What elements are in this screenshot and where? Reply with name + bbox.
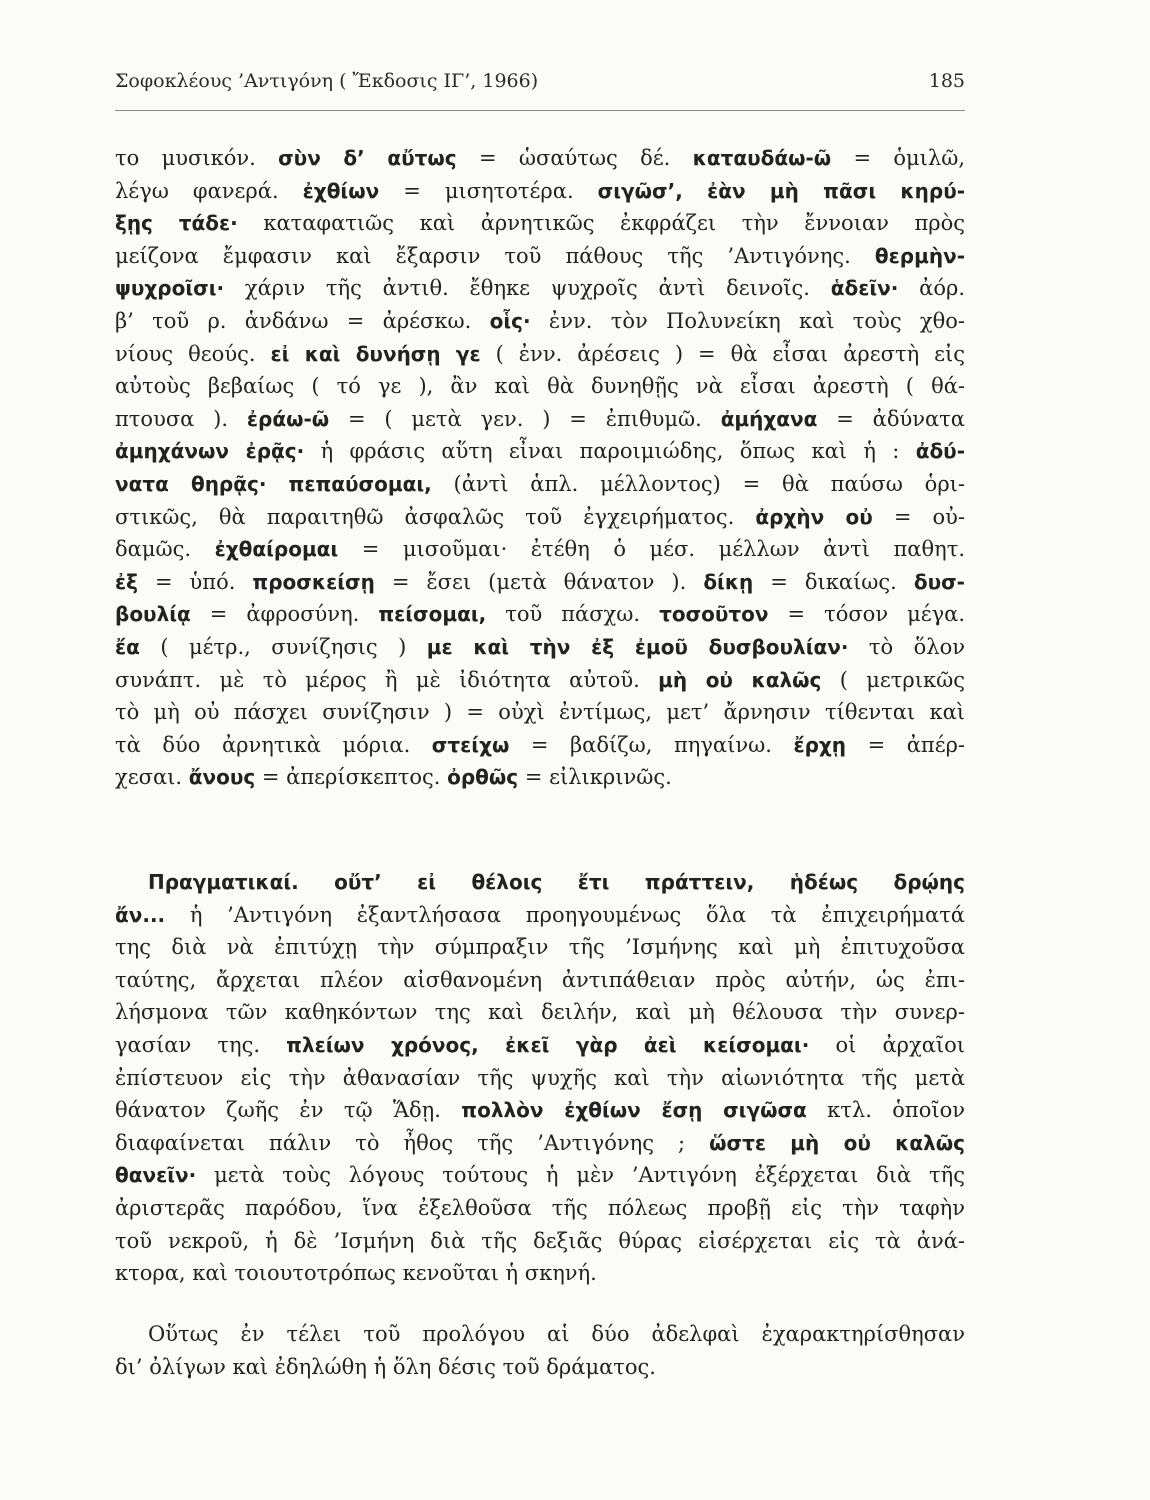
bold-lemma: Πραγματικαί. οὔτ’ εἰ θέλοις ἔτι πράττειν, ἡδέως δρῴης — [148, 870, 965, 894]
text-segment: = ἔσει (μετὰ θάνατον ). — [374, 569, 704, 594]
page-number: 185 — [928, 70, 965, 92]
text-segment: ἡ φράσις αὕτη εἶναι παροιμιώδης, ὅπως καὶ ἡ : — [304, 439, 916, 464]
bold-lemma: ἐξ — [115, 569, 138, 594]
text-segment: δαμῶς. — [115, 537, 215, 562]
bold-lemma: προσκείσῃ — [252, 569, 375, 594]
text-segment: ( μέτρ., συνίζησις ) — [139, 634, 427, 659]
text-segment: τὸ μὴ οὐ πάσχει συνίζησιν ) = οὐχὶ ἐντίμως, μετ’ ἄρνησιν τίθενται καὶ — [115, 700, 965, 725]
text-line — [115, 899, 965, 932]
text-segment: λέγω φανερά. — [115, 178, 303, 203]
bold-lemma: νατα θηρᾷς· πεπαύσομαι, — [115, 471, 432, 496]
bold-lemma: βουλίᾳ — [115, 602, 191, 627]
text-segment: στικῶς, θὰ παραιτηθῶ ἀσφαλῶς τοῦ ἐγχειρήματος. — [115, 504, 756, 529]
text-segment: τὰ δύο ἀρνητικὰ μόρια. — [115, 732, 432, 757]
text-segment: Οὕτως ἐν τέλει τοῦ προλόγου αἱ δύο ἀδελφαὶ ἐχαρακτηρίσθησαν — [148, 1322, 965, 1346]
bold-lemma: πολλὸν ἐχθίων ἔσῃ σιγῶσα — [461, 1098, 807, 1123]
text-segment: τοῦ νεκροῦ, ἡ δὲ ’Ισμήνη διὰ τῆς δεξιᾶς θύρας εἰσέρχεται εἰς τὰ ἀνά- — [115, 1228, 965, 1253]
text-line — [115, 1351, 965, 1384]
text-line — [115, 696, 965, 729]
running-header — [115, 70, 965, 104]
text-segment: νίους θεούς. — [115, 341, 271, 366]
text-segment: μείζονα ἔμφασιν καὶ ἔξαρσιν τοῦ πάθους τῆς ’Αντιγόνης. — [115, 243, 875, 268]
bold-lemma: πείσομαι, — [378, 602, 487, 627]
text-segment: ἀριστερᾶς παρόδου, ἵνα ἐξελθοῦσα τῆς πόλεως προβῇ εἰς τὴν ταφὴν — [115, 1195, 965, 1220]
text-segment: ( ἐνν. ἀρέσεις ) = θὰ εἶσαι ἀρεστὴ εἰς — [480, 341, 965, 366]
text-line — [115, 501, 965, 534]
text-segment: τοῦ πάσχω. — [486, 602, 660, 627]
bold-lemma: σὺν δ’ αὔτως — [278, 146, 457, 170]
text-line — [115, 931, 965, 964]
bold-lemma: ἐράω-ῶ — [246, 406, 330, 431]
bold-lemma: ἀμήχανα — [720, 406, 818, 431]
text-segment: = ἀπέρ- — [846, 732, 965, 757]
bold-lemma: ἄνους — [188, 765, 256, 790]
text-segment: κτορα, καὶ τοιουτοτρόπως κενοῦται ἡ σκηνή. — [115, 1261, 597, 1286]
text-segment: το μυσικόν. — [115, 146, 279, 170]
text-line — [115, 866, 965, 899]
paragraph-conclusion — [115, 1318, 965, 1383]
text-segment: = εἰλικρινῶς. — [518, 765, 672, 790]
text-line — [115, 1062, 965, 1095]
text-segment: = δικαίως. — [753, 569, 914, 594]
paragraph-pragmatikai — [115, 866, 965, 1290]
bold-lemma: ἀρχὴν οὐ — [755, 504, 873, 529]
text-segment: γασίαν της. — [115, 1032, 287, 1057]
text-segment: = ἀφροσύνη. — [190, 602, 379, 627]
bold-lemma: ἔρχῃ — [793, 732, 847, 757]
text-line — [115, 1318, 965, 1351]
bold-lemma: εἰ καὶ δυνήσῃ γε — [270, 341, 481, 366]
text-segment: = ὁμιλῶ, — [831, 146, 965, 170]
text-line — [115, 1192, 965, 1225]
text-line — [115, 468, 965, 501]
bold-lemma: ὥστε μὴ οὐ καλῶς — [709, 1130, 965, 1155]
text-segment: οἱ ἀρχαῖοι — [809, 1032, 965, 1057]
text-line — [115, 175, 965, 208]
text-line — [115, 272, 965, 305]
header-rule — [115, 110, 965, 111]
text-line — [115, 729, 965, 762]
bold-lemma: ἀμηχάνων ἐρᾷς· — [115, 439, 305, 464]
bold-lemma: δίκῃ — [703, 569, 754, 594]
text-segment: κτλ. ὁποῖον — [806, 1098, 965, 1123]
bold-lemma: ἐχθαίρομαι — [214, 537, 339, 562]
text-line — [115, 240, 965, 273]
text-segment: δι’ ὀλίγων καὶ ἐδηλώθη ἡ ὅλη δέσις τοῦ δράματος. — [115, 1354, 656, 1379]
text-line — [115, 305, 965, 338]
text-line — [115, 1257, 965, 1290]
text-segment: ἐπίστευον εἰς τὴν ἀθανασίαν τῆς ψυχῆς καὶ τὴν αἰωνιότητα τῆς μετὰ — [115, 1065, 965, 1090]
text-line — [115, 566, 965, 599]
running-title: Σοφοκλέους ’Αντιγόνη ( Ἔκδοσις ΙΓ’, 1966) — [115, 70, 539, 92]
text-line — [115, 207, 965, 240]
text-line — [115, 664, 965, 697]
text-segment: = ἀδύνατα — [817, 406, 965, 431]
text-line — [115, 631, 965, 664]
text-segment: = ( μετὰ γεν. ) = ἐπιθυμῶ. — [329, 406, 721, 431]
text-segment: διαφαίνεται πάλιν τὸ ἦθος τῆς ’Αντιγόνης ; — [115, 1130, 710, 1155]
text-segment: β’ τοῦ ρ. ἁνδάνω = ἀρέσκω. — [115, 308, 490, 333]
text-segment: = βαδίζω, πηγαίνω. — [509, 732, 794, 757]
text-segment: χεσαι. — [115, 765, 189, 790]
text-line — [115, 403, 965, 436]
text-segment: συνάπτ. μὲ τὸ μέρος ἢ μὲ ἰδιότητα αὐτοῦ. — [115, 667, 659, 692]
bold-lemma: οἷς· — [489, 308, 531, 333]
text-segment: ἡ ’Αντιγόνη ἐξαντλήσασα προηγουμένως ὅλα τὰ ἐπιχειρήματά — [165, 902, 965, 927]
text-line — [115, 533, 965, 566]
text-line — [115, 996, 965, 1029]
text-line — [115, 370, 965, 403]
text-line — [115, 1127, 965, 1160]
text-segment: = ὑπό. — [137, 569, 253, 594]
bold-lemma: ξῃς τάδε· — [115, 211, 238, 236]
text-segment: = ὡσαύτως δέ. — [456, 146, 693, 170]
text-line — [115, 761, 965, 794]
bold-lemma: μὴ οὐ καλῶς — [658, 667, 822, 692]
text-segment: πτουσα ). — [115, 406, 247, 431]
text-line — [115, 598, 965, 631]
text-segment: καταφατιῶς καὶ ἀρνητικῶς ἐκφράζει τὴν ἔννοιαν πρὸς — [237, 211, 965, 236]
text-segment: της διὰ νὰ ἐπιτύχῃ τὴν σύμπραξιν τῆς ’Ισμήνης καὶ μὴ ἐπιτυχοῦσα — [115, 935, 965, 960]
paragraph-commentary-notes — [115, 142, 965, 794]
bold-lemma: πλείων χρόνος, ἐκεῖ γὰρ ἀεὶ κείσομαι· — [286, 1032, 810, 1057]
bold-lemma: τοσοῦτον — [659, 602, 769, 627]
bold-lemma: καταυδάω-ῶ — [692, 146, 832, 170]
text-line — [115, 1225, 965, 1258]
text-segment: ἀόρ. — [898, 276, 965, 301]
text-segment: αὐτοὺς βεβαίως ( τό γε ), ἂν καὶ θὰ δυνηθῇς νὰ εἶσαι ἀρεστὴ ( θά- — [115, 374, 965, 399]
bold-lemma: ἔα — [115, 634, 140, 659]
text-line — [115, 964, 965, 997]
bold-lemma: ψυχροῖσι· — [115, 276, 225, 301]
text-segment: θάνατον ζωῆς ἐν τῷ Ἅδῃ. — [115, 1098, 462, 1123]
text-line — [115, 435, 965, 468]
bold-lemma: θανεῖν· — [115, 1163, 197, 1188]
bold-lemma: στείχω — [431, 732, 510, 757]
bold-lemma: ἐχθίων — [302, 178, 380, 203]
text-segment: ( μετρικῶς — [821, 667, 965, 692]
text-segment: = μισητοτέρα. — [379, 178, 598, 203]
text-line — [115, 338, 965, 371]
text-line — [115, 142, 965, 175]
text-segment: = ἀπερίσκεπτος. — [255, 765, 448, 790]
text-line — [115, 1094, 965, 1127]
text-segment: = οὐ- — [872, 504, 965, 529]
text-segment: λήσμονα τῶν καθηκόντων της καὶ δειλήν, καὶ μὴ θέλουσα τὴν συνερ- — [115, 1000, 965, 1025]
text-line — [115, 1159, 965, 1192]
bold-lemma: σιγῶσ’, ἐὰν μὴ πᾶσι κηρύ- — [597, 178, 965, 203]
text-segment: μετὰ τοὺς λόγους τούτους ἡ μὲν ’Αντιγόνη ἐξέρχεται διὰ τῆς — [196, 1163, 965, 1188]
text-segment: χάριν τῆς ἀντιθ. ἔθηκε ψυχροῖς ἀντὶ δεινοῖς. — [224, 276, 831, 301]
bold-lemma: θερμὴν- — [874, 243, 965, 268]
text-segment: ταύτης, ἄρχεται πλέον αἰσθανομένη ἀντιπάθειαν πρὸς αὐτήν, ὡς ἐπι- — [115, 967, 965, 992]
bold-lemma: ὀρθῶς — [447, 765, 519, 790]
bold-lemma: δυσ- — [913, 569, 965, 594]
text-segment: = τόσον μέγα. — [768, 602, 965, 627]
text-segment: ἐνν. τὸν Πολυνείκη καὶ τοὺς χθο- — [530, 308, 965, 333]
text-line — [115, 1029, 965, 1062]
bold-lemma: ἄν... — [115, 902, 166, 927]
bold-lemma: με καὶ τὴν ἐξ ἐμοῦ δυσβουλίαν· — [426, 634, 849, 659]
text-segment: τὸ ὅλον — [848, 634, 965, 659]
text-segment: (ἀντὶ ἁπλ. μέλλοντος) = θὰ παύσω ὁρι- — [431, 471, 965, 496]
text-segment: = μισοῦμαι· ἐτέθη ὁ μέσ. μέλλων ἀντὶ παθητ. — [338, 537, 965, 562]
bold-lemma: ἀδύ- — [915, 439, 965, 464]
bold-lemma: ἁδεῖν· — [830, 276, 899, 301]
